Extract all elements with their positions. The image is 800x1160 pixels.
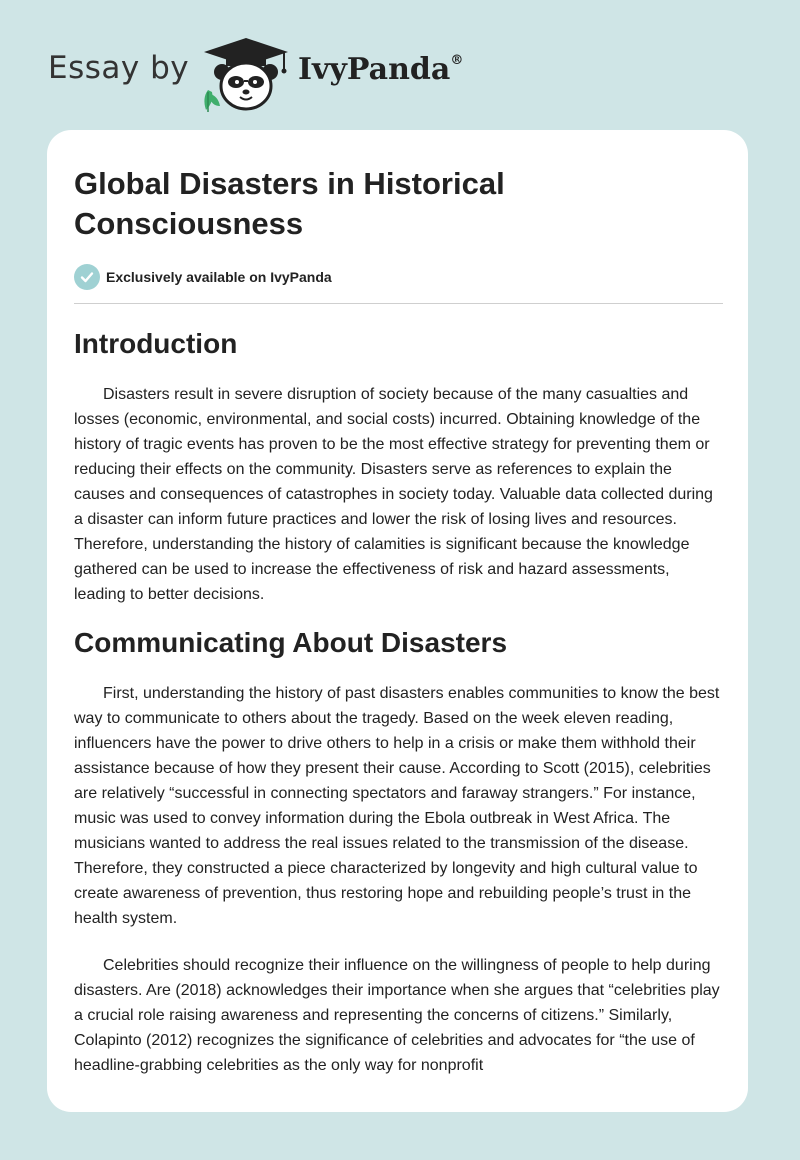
- check-icon: [74, 264, 100, 290]
- registered-mark: ®: [450, 53, 464, 68]
- essay-by-label: Essay by: [48, 50, 190, 86]
- brand-name[interactable]: IvyPanda®: [298, 52, 464, 87]
- panda-graduate-icon[interactable]: [200, 36, 292, 112]
- section-heading-communicating: Communicating About Disasters: [74, 627, 508, 658]
- paragraph: Disasters result in severe disruption of society because of the many casualties and losses (economic, environmental, and social costs) incurred. Obtaining knowledge of the history of tragic events has proven to be the most effective strategy for preventing them or reducing their effects on the community. Disasters serve as references to explain the causes and consequences of catastrophes in society today. Valuable data collected during a disaster can inform future practices and lower the risk of losing lives and resources. Therefore, understanding the history of calamities is significant because the knowledge gathered can be used to increase the effectiveness of risk and hazard assessments, leading to better decisions.: [74, 386, 713, 603]
- badge-label: Exclusively available on IvyPanda: [106, 269, 332, 285]
- divider: [74, 303, 723, 304]
- section-heading-introduction: Introduction: [74, 328, 238, 359]
- page-title: Global Disasters in Historical Consciousness: [74, 166, 505, 241]
- paragraph: First, understanding the history of past disasters enables communities to know the best way to communicate to others about the tragedy. Based on the week eleven reading, influencers have the power to drive others to help in a crisis or make them withhold their assistance because of how they present their cause. According to Scott (2015), celebrities are relatively “successful in connecting spectators and faraway strangers.” For instance, music was used to convey information during the Ebola outbreak in West Africa. The musicians wanted to address the real issues related to the transmission of the disease. Therefore, they constructed a piece characterized by longevity and high cultural value to create awareness of prevention, thus restoring hope and rebuilding people’s trust in the health system.: [74, 685, 720, 927]
- site-header: [48, 32, 748, 112]
- paragraph: Celebrities should recognize their influence on the willingness of people to help during disasters. Are (2018) acknowledges their importance when she argues that “celebrities play a crucial role raising awareness and representing the concerns of citizens.” Similarly, Colapinto (2012) recognizes the significance of celebrities and advocates for “the use of headline-grabbing celebrities as the only way for nonprofit: [74, 957, 720, 1074]
- exclusive-badge: [74, 264, 332, 290]
- article-body: [74, 322, 724, 1078]
- essay-card: [47, 130, 748, 1112]
